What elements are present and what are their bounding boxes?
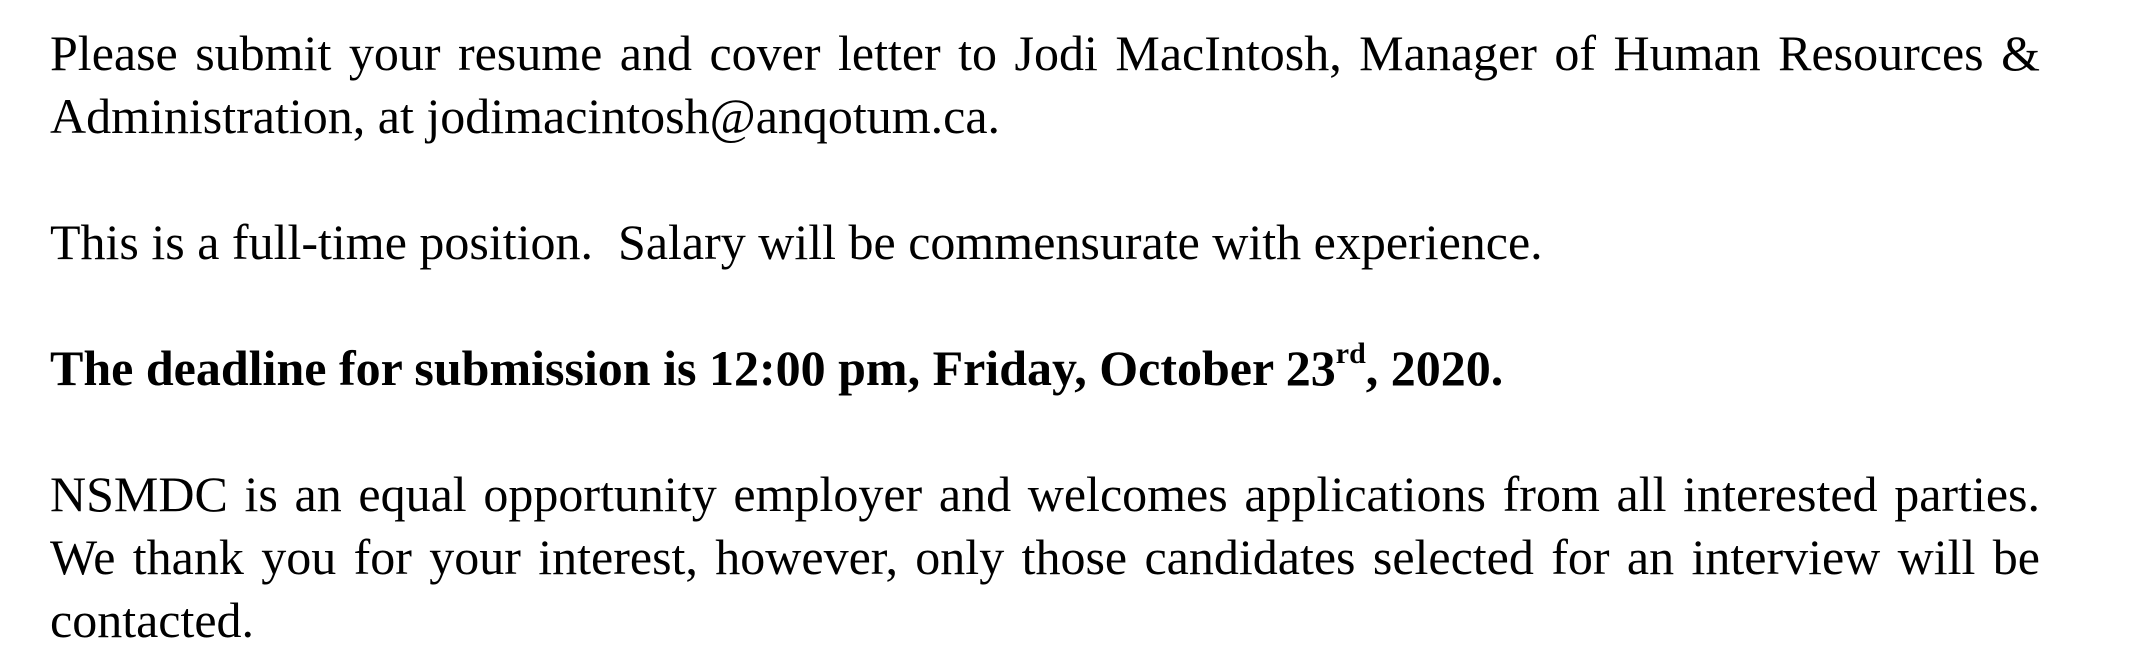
document-body — [50, 22, 2065, 652]
submission-instructions-paragraph: Please submit your resume and cover letter to Jodi MacIntosh, Manager of Human Resources & Administration, at jodimacintosh@anqotum.ca. — [50, 25, 2040, 144]
date-ordinal-suffix: rd — [1335, 336, 1366, 370]
position-details-paragraph: This is a full-time position. Salary will be commensurate with experience. — [50, 214, 1543, 270]
deadline-text: The deadline for submission is 12:00 pm, Friday, October 23 — [50, 340, 1336, 396]
deadline-paragraph — [50, 337, 2040, 400]
deadline-year: , 2020. — [1365, 340, 1504, 396]
equal-opportunity-paragraph: NSMDC is an equal opportunity employer and welcomes applications from all interested parties. We thank you for your interest, however, only those candidates selected for an interview will be contacted. — [50, 466, 2065, 648]
